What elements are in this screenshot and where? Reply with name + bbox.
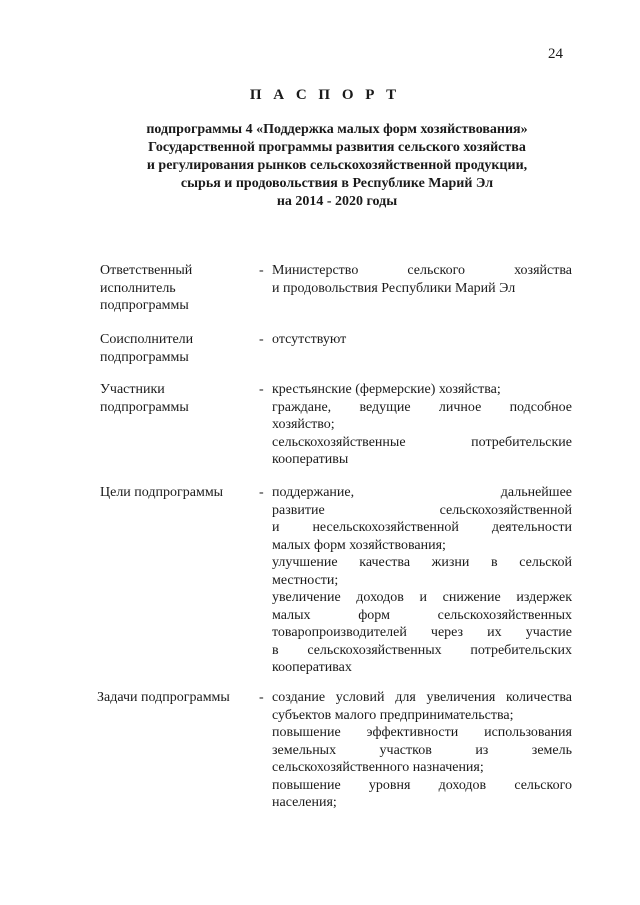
row-dash: - xyxy=(259,382,264,397)
label-line: Участники xyxy=(100,382,165,397)
row-dash: - xyxy=(259,485,264,500)
row-label xyxy=(100,331,250,366)
document-subtitle xyxy=(100,121,574,211)
subtitle-line: подпрограммы 4 «Поддержка малых форм хозяйствования» xyxy=(146,122,528,137)
content-line: повышение уровня доходов сельского xyxy=(272,777,572,793)
row-content xyxy=(272,331,572,349)
content-line: развитие сельскохозяйственной xyxy=(272,502,572,518)
label-line: Цели подпрограммы xyxy=(100,485,224,500)
content-line: создание условий для увеличения количества xyxy=(272,690,572,705)
row-dash: - xyxy=(259,263,264,278)
content-line: кооперативы xyxy=(272,452,349,467)
content-line: в сельскохозяйственных потребительских xyxy=(272,642,572,658)
row-dash: - xyxy=(259,332,264,347)
content-line: поддержание, дальнейшее xyxy=(272,485,572,500)
label-line: Соисполнители xyxy=(100,332,194,347)
content-line: товаропроизводителей через их участие xyxy=(272,625,572,640)
label-line: Задачи подпрограммы xyxy=(97,690,230,705)
content-line: кооперативах xyxy=(272,660,352,675)
content-line: и несельскохозяйственной деятельности xyxy=(272,520,572,535)
content-line: хозяйство; xyxy=(272,417,335,432)
subtitle-line: и регулирования рынков сельскохозяйственной продукции, xyxy=(146,158,528,173)
content-line: земельных участков из земель xyxy=(272,742,572,758)
content-line: и продовольствия Республики Марий Эл xyxy=(272,280,516,296)
row-label xyxy=(100,262,250,315)
content-line: Министерство сельского хозяйства xyxy=(272,263,572,278)
content-line: населения; xyxy=(272,795,337,810)
label-line: подпрограммы xyxy=(100,399,189,415)
label-line: подпрограммы xyxy=(100,298,189,313)
content-line: крестьянские (фермерские) хозяйства; xyxy=(272,382,501,397)
content-line: малых форм хозяйствования; xyxy=(272,537,446,553)
content-line: сельскохозяйственные потребительские xyxy=(272,434,572,450)
page-number: 24 xyxy=(548,46,563,62)
content-line: улучшение качества жизни в сельской xyxy=(272,555,572,570)
label-line: Ответственный xyxy=(100,263,193,278)
document-title: П А С П О Р Т xyxy=(249,87,401,103)
content-line: субъектов малого предпринимательства; xyxy=(272,707,514,723)
content-line: повышение эффективности использования xyxy=(272,725,572,740)
row-content xyxy=(272,484,572,677)
content-line: малых форм сельскохозяйственных xyxy=(272,607,572,623)
row-label xyxy=(100,484,250,502)
row-label xyxy=(100,381,250,416)
content-line: отсутствуют xyxy=(272,332,347,347)
row-dash: - xyxy=(259,690,264,705)
subtitle-line: Государственной программы развития сельского хозяйства xyxy=(148,140,526,155)
content-line: увеличение доходов и снижение издержек xyxy=(272,590,572,605)
subtitle-line: сырья и продовольствия в Республике Марий Эл xyxy=(180,176,494,191)
subtitle-line: на 2014 - 2020 годы xyxy=(276,194,398,209)
row-label xyxy=(97,689,247,707)
content-line: сельскохозяйственного назначения; xyxy=(272,760,484,775)
row-content xyxy=(272,381,572,469)
content-line: местности; xyxy=(272,572,339,588)
row-content xyxy=(272,262,572,297)
label-line: подпрограммы xyxy=(100,349,189,365)
content-line: граждане, ведущие личное подсобное xyxy=(272,399,572,415)
label-line: исполнитель xyxy=(100,280,176,296)
row-content xyxy=(272,689,572,812)
